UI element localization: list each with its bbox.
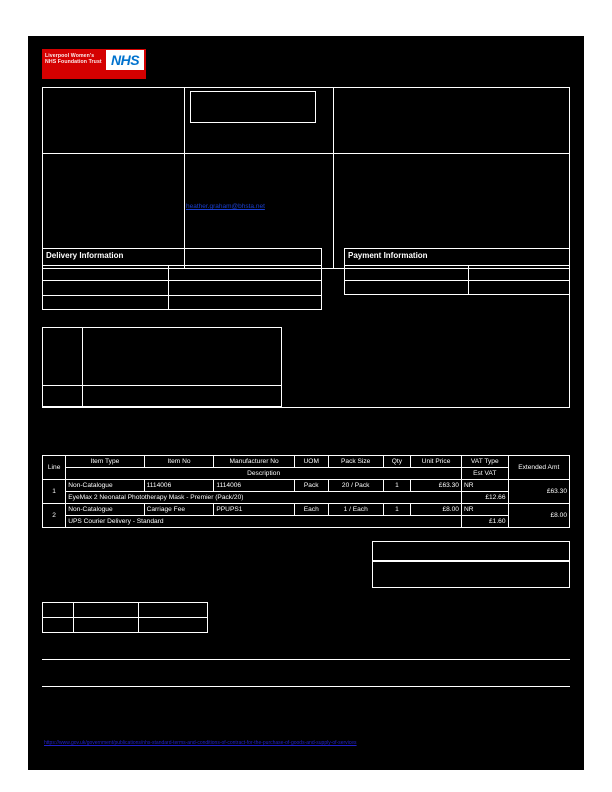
row-description: EyeMax 2 Neonatal Phototherapy Mask - Premier (Pack/20): [66, 492, 462, 504]
row-description: UPS Courier Delivery - Standard: [66, 516, 462, 528]
footer-divider-mid: [42, 686, 570, 687]
header-extended-amt: Extended Amt: [508, 456, 569, 480]
row-pack-size: 1 / Each: [328, 504, 383, 516]
delivery-col-divider: [168, 265, 169, 310]
summary-table: [42, 602, 208, 633]
delivery-row-divider-2: [42, 280, 322, 281]
row-item-type: Non-Catalogue: [66, 480, 144, 492]
row-uom: Each: [294, 504, 328, 516]
row-manufacturer-no: 1114006: [214, 480, 294, 492]
row-pack-size: 20 / Pack: [328, 480, 383, 492]
line-items-table: [42, 455, 570, 528]
row-est-vat: £1.60: [461, 516, 508, 528]
header-unit-price: Unit Price: [411, 456, 462, 468]
table-row: [43, 504, 570, 516]
delivery-information-label: Delivery Information: [46, 251, 124, 260]
row-manufacturer-no: PPUPS1: [214, 504, 294, 516]
totals-box-lower: [372, 561, 570, 588]
delivery-row-divider-1: [42, 265, 322, 266]
header-divider: [42, 153, 570, 154]
row-vat-type: NR: [461, 480, 508, 492]
table-row-description: [43, 492, 570, 504]
header-item-type: Item Type: [66, 456, 144, 468]
header-uom: UOM: [294, 456, 328, 468]
summary-cell: [43, 618, 74, 633]
payment-information-label: Payment Information: [348, 251, 428, 260]
delivery-row-divider-3: [42, 295, 322, 296]
order-details-row-divider: [42, 385, 282, 386]
row-qty: 1: [383, 504, 411, 516]
row-item-no: 1114006: [144, 480, 214, 492]
header-est-vat: Est VAT: [461, 468, 508, 480]
mid-block-right-rule: [569, 269, 570, 407]
header-item-no: Item No: [144, 456, 214, 468]
header-col-divider-1: [184, 87, 185, 269]
trust-name: Liverpool Women's NHS Foundation Trust: [45, 53, 102, 65]
row-vat-type: NR: [461, 504, 508, 516]
row-line: 1: [43, 480, 66, 504]
header-line: Line: [43, 456, 66, 480]
contact-email-link[interactable]: heather.graham@bhsta.net: [186, 203, 265, 210]
totals-box-upper: [372, 541, 570, 561]
header-vat-type: VAT Type: [461, 456, 508, 468]
table-subheader-row: [43, 468, 570, 480]
header-pack-size: Pack Size: [328, 456, 383, 468]
nhs-mark: NHS: [106, 50, 144, 70]
table-header-row: [43, 456, 570, 468]
footer-divider-top: [42, 659, 570, 660]
summary-cell: [138, 603, 207, 618]
payment-col-divider: [468, 265, 469, 295]
summary-cell: [138, 618, 207, 633]
mid-block-bottom-rule: [42, 407, 570, 408]
summary-row: [43, 618, 208, 633]
row-item-type: Non-Catalogue: [66, 504, 144, 516]
row-unit-price: £8.00: [411, 504, 462, 516]
row-uom: Pack: [294, 480, 328, 492]
payment-row-divider-2: [344, 280, 570, 281]
header-qty: Qty: [383, 456, 411, 468]
row-extended-amt: £63.30: [508, 480, 569, 504]
summary-row: [43, 603, 208, 618]
header-col-divider-2: [333, 87, 334, 269]
nhs-logo: [42, 49, 146, 79]
payment-row-divider-1: [344, 265, 570, 266]
order-details-col-divider: [82, 327, 83, 407]
order-number-box: [190, 91, 316, 123]
summary-cell: [73, 618, 138, 633]
terms-and-conditions-link[interactable]: https://www.gov.uk/government/publications/nhs-standard-terms-and-conditions-of-contract-for-the-purchase-of-goods-and-supply-of-services: [44, 740, 357, 746]
row-item-no: Carriage Fee: [144, 504, 214, 516]
row-unit-price: £63.30: [411, 480, 462, 492]
header-description: Description: [66, 468, 462, 480]
row-line: 2: [43, 504, 66, 528]
row-qty: 1: [383, 480, 411, 492]
summary-cell: [73, 603, 138, 618]
order-details-box: [42, 327, 282, 407]
table-row-description: [43, 516, 570, 528]
header-manufacturer-no: Manufacturer No: [214, 456, 294, 468]
purchase-order-body: [28, 36, 584, 770]
row-est-vat: £12.66: [461, 492, 508, 504]
row-extended-amt: £8.00: [508, 504, 569, 528]
table-row: [43, 480, 570, 492]
summary-cell: [43, 603, 74, 618]
